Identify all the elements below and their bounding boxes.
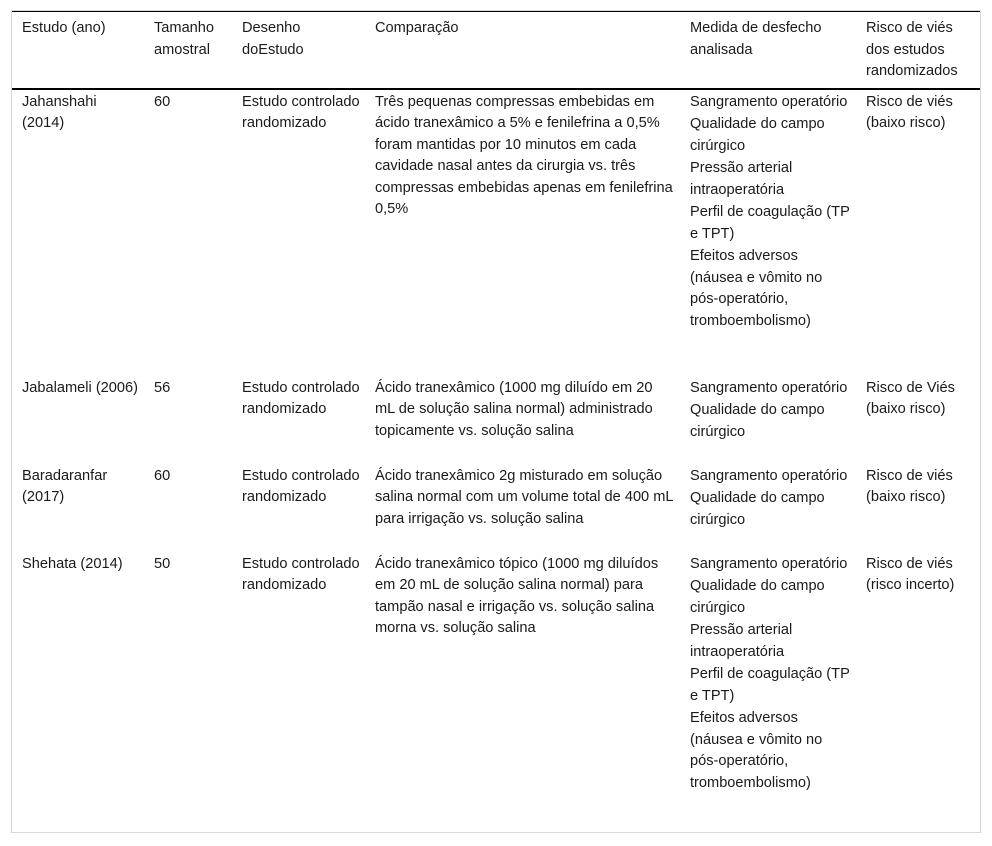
cell-design: Estudo controlado randomizado (242, 379, 360, 417)
header-outcome: Medida de desfecho analisada (680, 12, 856, 89)
cell-risk-of-bias: Risco de viés (baixo risco) (866, 467, 953, 505)
cell-outcomes (680, 464, 856, 552)
header-comparison: Comparação (365, 12, 680, 89)
cell-risk-of-bias: Risco de Viés (baixo risco) (866, 379, 955, 417)
table-container (11, 10, 981, 833)
header-risk-of-bias: Risco de viés dos estudos randomizados (856, 12, 980, 89)
outcome-item: Qualidade do campo cirúrgico (690, 490, 825, 528)
outcome-item: Efeitos adversos (náusea e vômito no pós-operatório, tromboembolismo) (690, 248, 823, 329)
table-row (12, 89, 980, 376)
outcome-item: Sangramento operatório (690, 467, 848, 484)
outcome-item: Sangramento operatório (690, 555, 848, 572)
cell-outcomes (680, 552, 856, 834)
outcome-item: Sangramento operatório (690, 93, 848, 110)
cell-sample-size: 60 (154, 93, 171, 110)
outcome-item: Sangramento operatório (690, 379, 848, 396)
cell-comparison: Ácido tranexâmico tópico (1000 mg diluídos em 20 mL de solução salina normal) para tampão nasal e irrigação vs. solução salina morna vs. solução salina (375, 555, 659, 636)
cell-outcomes (680, 89, 856, 376)
outcome-item: Pressão arterial intraoperatória (690, 622, 793, 660)
table-header-row (12, 12, 980, 89)
cell-outcomes (680, 376, 856, 464)
cell-design: Estudo controlado randomizado (242, 555, 360, 593)
outcome-item: Perfil de coagulação (TP e TPT) (690, 204, 850, 242)
cell-sample-size: 60 (154, 467, 171, 484)
outcome-item: Qualidade do campo cirúrgico (690, 578, 825, 616)
cell-study: Jabalameli (2006) (22, 379, 139, 396)
cell-risk-of-bias: Risco de viés (baixo risco) (866, 93, 953, 131)
cell-sample-size: 50 (154, 555, 171, 572)
cell-design: Estudo controlado randomizado (242, 93, 360, 131)
cell-sample-size: 56 (154, 379, 171, 396)
header-sample-size: Tamanho amostral (144, 12, 232, 89)
cell-study: Baradaranfar (2017) (22, 467, 108, 505)
cell-risk-of-bias: Risco de viés (risco incerto) (866, 555, 955, 593)
outcome-item: Pressão arterial intraoperatória (690, 160, 793, 198)
cell-design: Estudo controlado randomizado (242, 467, 360, 505)
outcome-item: Efeitos adversos (náusea e vômito no pós-operatório, tromboembolismo) (690, 710, 823, 791)
cell-study: Shehata (2014) (22, 555, 123, 572)
table-row (12, 464, 980, 552)
cell-comparison: Três pequenas compressas embebidas em ácido tranexâmico a 5% e fenilefrina a 0,5% foram mantidas por 10 minutos em cada cavidade nasal antes da cirurgia vs. três compressas embebidas apenas em fenilefrina 0,5% (375, 93, 673, 217)
header-study: Estudo (ano) (12, 12, 144, 89)
table-row (12, 376, 980, 464)
outcome-item: Perfil de coagulação (TP e TPT) (690, 666, 850, 704)
cell-study: Jahanshahi (2014) (22, 93, 97, 131)
outcome-item: Qualidade do campo cirúrgico (690, 402, 825, 440)
outcome-item: Qualidade do campo cirúrgico (690, 116, 825, 154)
studies-table (12, 11, 980, 834)
header-design: Desenho doEstudo (232, 12, 365, 89)
table-row (12, 552, 980, 834)
cell-comparison: Ácido tranexâmico 2g misturado em solução salina normal com um volume total de 400 mL para irrigação vs. solução salina (375, 467, 673, 527)
cell-comparison: Ácido tranexâmico (1000 mg diluído em 20 mL de solução salina normal) administrado topicamente vs. solução salina (375, 379, 653, 439)
